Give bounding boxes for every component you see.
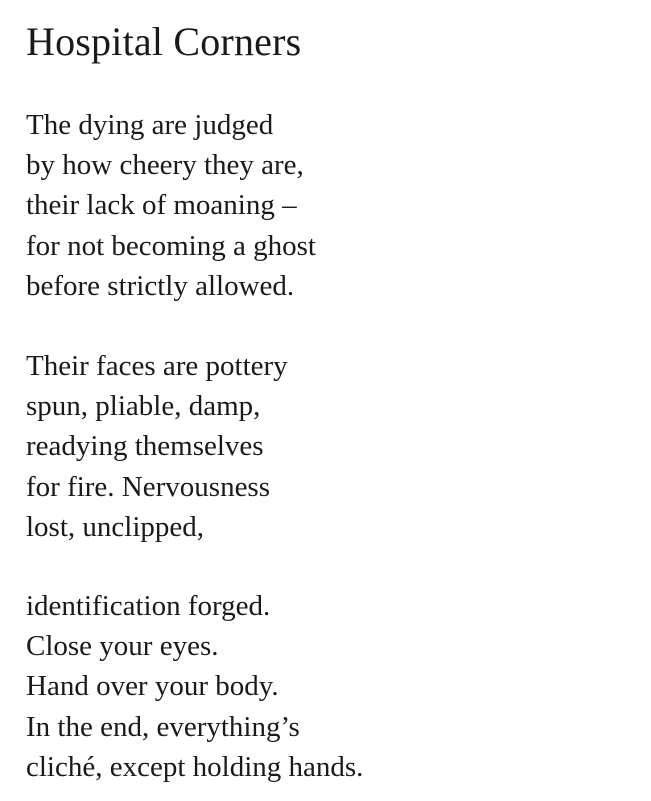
stanza-2 xyxy=(26,346,288,547)
poem-line: Hand over your body. xyxy=(26,670,279,703)
poem-page xyxy=(26,0,651,801)
poem-line: Their faces are pottery xyxy=(26,350,288,382)
poem-line: for not becoming a ghost xyxy=(26,229,316,262)
poem-line: lost, unclipped, xyxy=(26,510,205,543)
poem-line: readying themselves xyxy=(26,430,264,463)
poem-line: In the end, everything’s xyxy=(26,710,300,743)
poem-line: by how cheery they are, xyxy=(26,149,304,182)
stanza-1 xyxy=(26,105,316,306)
poem-line: cliché, except holding hands. xyxy=(26,750,364,783)
poem-line: Close your eyes. xyxy=(26,630,219,663)
poem-line: The dying are judged xyxy=(26,109,274,141)
stanza-3 xyxy=(26,586,363,787)
poem-line: for fire. Nervousness xyxy=(26,470,271,503)
poem-title: Hospital Corners xyxy=(26,19,302,64)
poem-line: their lack of moaning – xyxy=(26,189,297,222)
poem-line: identification forged. xyxy=(26,590,271,622)
poem-line: spun, pliable, damp, xyxy=(26,390,261,423)
poem-line: before strictly allowed. xyxy=(26,269,295,302)
